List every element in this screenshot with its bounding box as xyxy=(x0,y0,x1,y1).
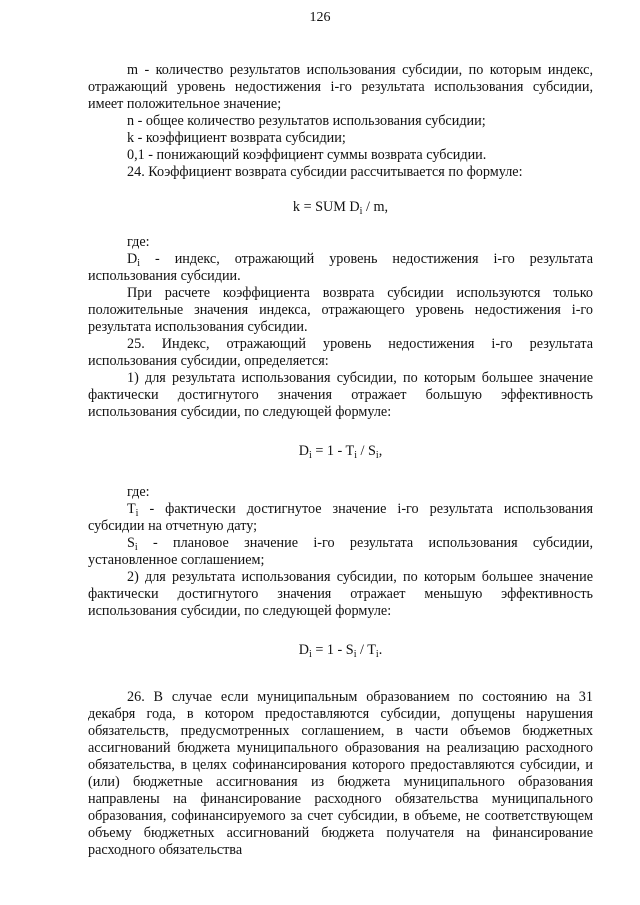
clause-25-item-2: 2) для результата использования субсидии, по которым большее значение фактически достигнутого значения отражает меньшую эффективность использования субсидии, по следующей формуле: xyxy=(88,569,593,619)
clause-26: 26. В случае если муниципальным образованием по состоянию на 31 декабря года, в котором предоставляются субсидии, допущены нарушения обязательств, предусмотренных соглашением, в части объемов бюджетных ассигнований бюджета муниципального образования на реализацию расходного обязательства, в целях софинансирования которого предоставляются субсидии, и (или) бюджетные ассигнования из бюджета муниципального образования направлены на финансирование расходного обязательства муниципального образования, софинансируемого за счет субсидии, в объеме, не соответствующем объему бюджетных ассигнований бюджета получателя на финансирование расходного обязательства xyxy=(88,689,593,858)
clause-25: 25. Индекс, отражающий уровень недостижения i-го результата использования субсидии, определяется: xyxy=(88,336,593,369)
document-body xyxy=(88,62,593,859)
formula-di-2: $D_i = 1 - S_i / T_i$. xyxy=(298,642,383,660)
paragraph-positive-values: При расчете коэффициента возврата субсидии используются только положительные значения индекса, отражающего уровень недостижения i-го результата использования субсидии. xyxy=(88,285,593,335)
formula-k: k = SUM $D_i$ / m, xyxy=(292,199,389,217)
formula-di-1: $D_i = 1 - T_i / S_i$, xyxy=(298,443,383,461)
definition-k: k - коэффициент возврата субсидии; xyxy=(127,130,346,146)
where-label-1: где: xyxy=(127,234,150,250)
definition-ti: $T_i$ - фактически достигнутое значение i-го результата использования субсидии на отчетную дату; xyxy=(88,501,593,534)
definition-n: n - общее количество результатов использования субсидии; xyxy=(127,113,486,129)
definition-m: m - количество результатов использования субсидии, по которым индекс, отражающий уровень недостижения i-го результата использования субсидии, имеет положительное значение; xyxy=(88,62,593,112)
definition-coef: 0,1 - понижающий коэффициент суммы возврата субсидии. xyxy=(127,147,487,163)
definition-si: $S_i$ - плановое значение i-го результата использования субсидии, установленное соглашением; xyxy=(88,535,593,568)
page-number: 126 xyxy=(309,10,331,25)
clause-25-item-1: 1) для результата использования субсидии, по которым большее значение фактически достигнутого значения отражает большую эффективность использования субсидии, по следующей формуле: xyxy=(88,370,593,420)
where-label-2: где: xyxy=(127,484,150,500)
clause-24: 24. Коэффициент возврата субсидии рассчитывается по формуле: xyxy=(127,164,523,180)
definition-di: $D_i$ - индекс, отражающий уровень недостижения i-го результата использования субсидии. xyxy=(88,251,593,284)
